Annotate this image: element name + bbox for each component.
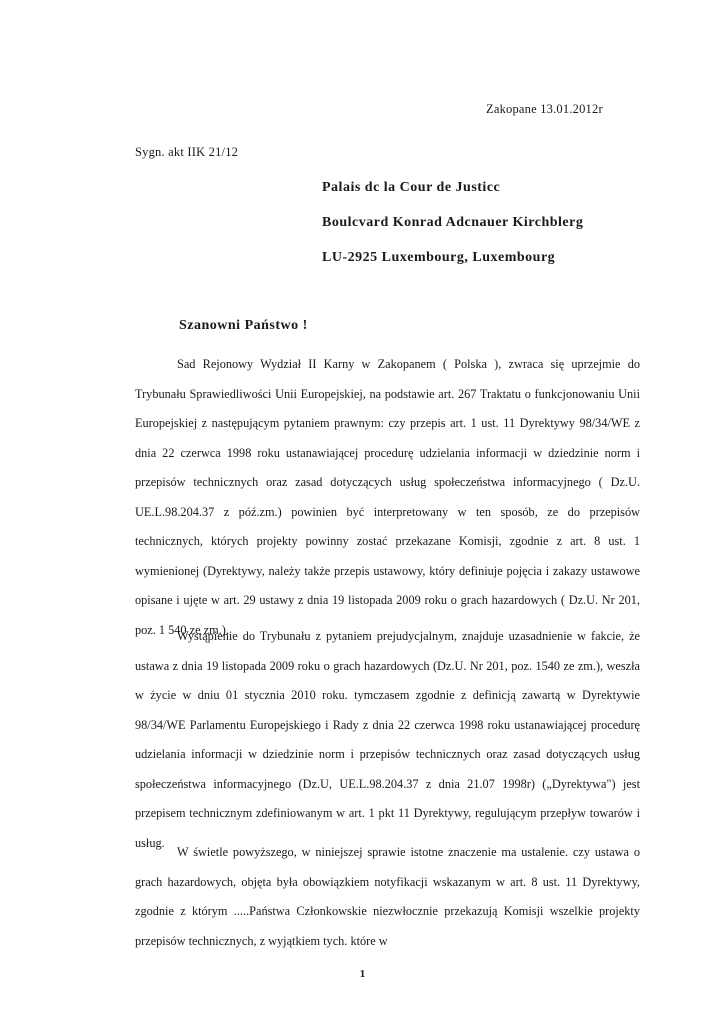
paragraph: Wystąpienie do Trybunału z pytaniem prejudycjalnym, znajduje uzasadnienie w fakcie, że ustawa z dnia 19 listopada 2009 roku o grach hazardowych (Dz.U. Nr 201, poz. 1540 ze zm.), weszła w życie w dniu 01 stycznia 2010 roku. tymczasem zgodnie z definicją zawartą w Dyrektywie 98/34/WE Parlamentu Europejskiego i Rady z dnia 22 czerwca 1998 roku ustanawiającej procedurę udzielania informacji w dziedzinie norm i przepisów technicznych oraz zasad dotyczących usług społeczeństwa informacyjnego (Dz.U, UE.L.98.204.37 z dnia 21.07 1998r) („Dyrektywa") jest przepisem technicznym zdefiniowanym w art. 1 pkt 11 Dyrektywy, regulującym przepływ towarów i usług. [135,629,640,850]
greeting: Szanowni Państwo ! [179,318,308,333]
paragraph: W świetle powyższego, w niniejszej sprawie istotne znaczenie ma ustalenie. czy ustawa o grach hazardowych, objęta była obowiązkiem notyfikacji wskazanym w art. 8 ust. 11 Dyrektywy, zgodnie z którym .....Państwa Członkowskie niezwłocznie przekazują Komisji wszelkie projekty przepisów technicznych, z wyjątkiem tych. które w [135,845,640,948]
case-reference: Sygn. akt IIK 21/12 [135,145,239,159]
paragraph-3-block [135,838,640,956]
paragraph-2-block [135,622,640,858]
paragraph-1-block [135,350,640,645]
recipient-line-1: Palais dc la Cour de Justicc [322,180,501,195]
recipient-line-3: LU-2925 Luxembourg, Luxembourg [322,250,556,265]
date-line: Zakopane 13.01.2012r [486,102,603,116]
page-number: 1 [359,968,366,980]
recipient-line-2: Boulcvard Konrad Adcnauer Kirchblerg [322,215,584,230]
paragraph: Sad Rejonowy Wydział II Karny w Zakopanem ( Polska ), zwraca się uprzejmie do Trybunału Sprawiedliwości Unii Europejskiej, na podstawie art. 267 Traktatu o funkcjonowaniu Unii Europejskiej z następującym pytaniem prawnym: czy przepis art. 1 ust. 11 Dyrektywy 98/34/WE z dnia 22 czerwca 1998 roku ustanawiającej procedurę udzielania informacji w dziedzinie norm i przepisów technicznych oraz zasad dotyczących usług społeczeństwa informacyjnego ( Dz.U. UE.L.98.204.37 z póź.zm.) powinien być interpretowany w ten sposób, ze do przepisów technicznych, których projekty powinny zostać przekazane Komisji, zgodnie z art. 8 ust. 1 wymienionej (Dyrektywy, należy także przepis ustawowy, który definiuje pojęcia i zakazy ustawowe opisane i ujęte w art. 29 ustawy z dnia 19 listopada 2009 roku o grach hazardowych ( Dz.U. Nr 201, poz. 1 540 ze zm.). [135,357,640,637]
